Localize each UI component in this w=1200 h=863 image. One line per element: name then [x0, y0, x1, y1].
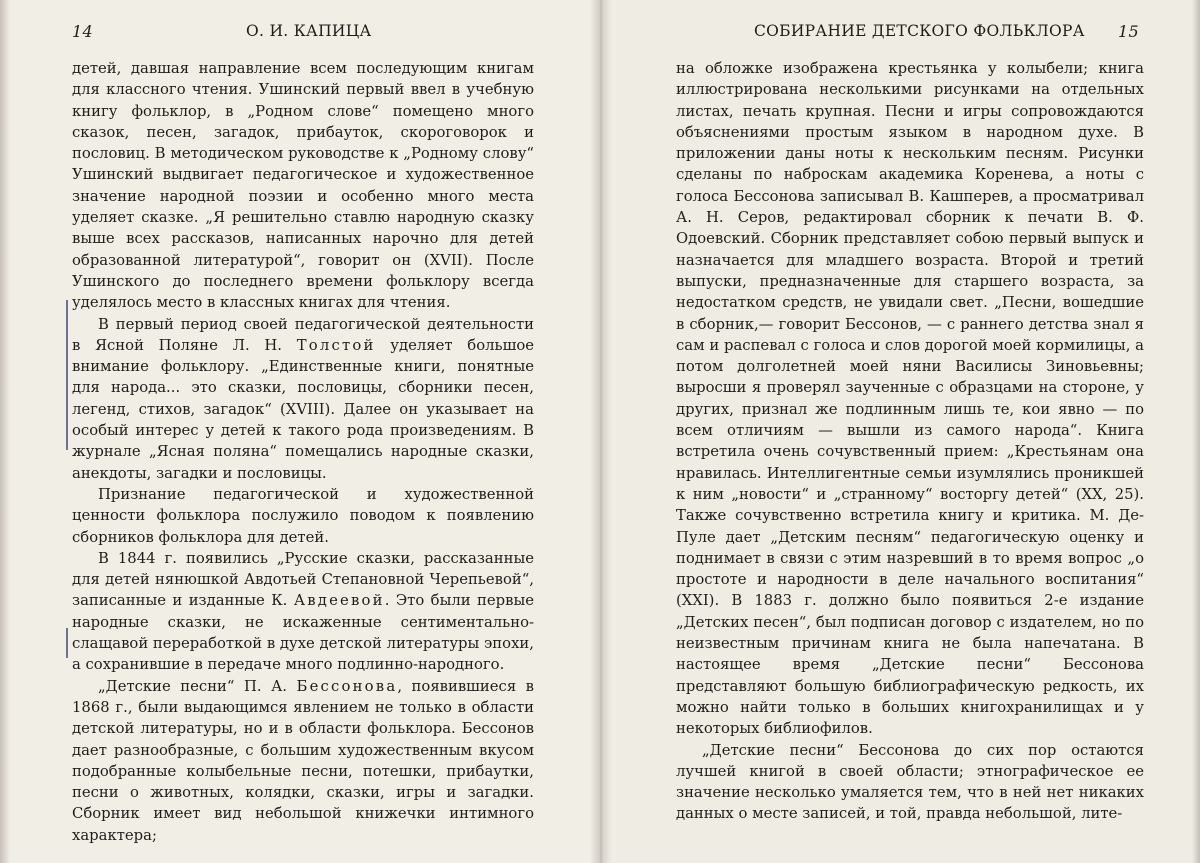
- right-page: [600, 0, 1200, 863]
- spaced-author-name: Бессонова: [296, 677, 398, 695]
- spaced-author-name: Авдеевой: [293, 592, 385, 610]
- paragraph: [72, 484, 534, 548]
- page-body-text: [676, 58, 1144, 825]
- text-run: В первый период своей педагогической деятельности в Ясной Поляне Л. Н.: [72, 315, 534, 354]
- page-edge-shadow: [0, 0, 10, 863]
- paragraph: [72, 676, 534, 846]
- running-head: О. И. КАПИЦА: [246, 22, 372, 40]
- text-run: „Детские песни“ П. А.: [98, 677, 297, 695]
- paragraph: [676, 740, 1144, 825]
- page-number: 15: [1118, 22, 1139, 41]
- paragraph: [72, 314, 534, 484]
- paragraph: [72, 58, 534, 314]
- page-number: 14: [72, 22, 93, 41]
- text-run: на обложке изображена крестьянка у колыбели; книга иллюстрирована несколькими рисунками на отдельных листах, печать крупная. Песни и игры сопровождаются объяснениями простым языком в народном духе. В приложении даны ноты к нескольким песням. Рисунки сделаны по наброскам академика Коренева, а ноты с голоса Бессонова записывал В. Кашперев, а просматривал А. Н. Серов, редактировал сборник к печати В. Ф. Одоевский. Сборник представляет собою первый выпуск и назначается для младшего возраста. Второй и третий выпуски, предназначенные для старшего возраста, за недостатком средств, не увидали свет. „Песни, вошедшие в сборник,— говорит Бессонов, — с раннего детства знал я сам и распевал с голоса и слов дорогой моей кормилицы, а потом долголетней моей няни Василисы Зиновьевны; выросши я проверял заученные с образцами на стороне, у других, признал же подлинным лишь те, кои явно — по всем отличиям — вышли из самого народа“. Книга встретила очень сочувственный прием: „Крестьянам она нравилась. Интеллигентные семьи изумлялись проникшей к ним „новости“ и „странному“ восторгу детей“ (XX, 25). Также сочувственно встретила книгу и критика. М. Де-Пуле дает „Детским песням“ педагогическую оценку и поднимает в связи с этим назревший в то время вопрос „о простоте и народности в деле начального воспитания“ (XXI). В 1883 г. должно было появиться 2-е издание „Детских песен“, был подписан договор с издателем, но по неизвестным причинам книга не была напечатана. В настоящее время „Детские песни“ Бессонова представляют большую библиографическую редкость, их можно найти только в больших книгохранилищах и у некоторых библиофилов.: [676, 60, 1144, 738]
- book-gutter: [590, 0, 612, 863]
- running-head: СОБИРАНИЕ ДЕТСКОГО ФОЛЬКЛОРА: [754, 22, 1085, 40]
- text-run: . Это были первые народные сказки, не искаженные сентиментально-слащавой переработкой в духе детской литературы эпохи, а сохранившие в передаче много подлинно-народного.: [72, 592, 534, 674]
- text-run: В 1844 г. появились „Русские сказки, рассказанные для детей нянюшкой Авдотьей Степановной Черепьевой“, записанные и изданные К.: [72, 549, 534, 610]
- text-run: „Детские песни“ Бессонова до сих пор остаются лучшей книгой в своей области; этнографическое ее значение несколько умаляется тем, что в ней нет никаких данных о месте записей, и той, правда небольшой, лите-: [676, 741, 1144, 823]
- text-run: уделяет большое внимание фольклору. „Единственные книги, понятные для народа... это сказки, пословицы, сборники песен, легенд, стихов, загадок“ (XVIII). Далее он указывает на особый интерес у детей к такого рода произведениям. В журнале „Ясная поляна“ помещались народные сказки, анекдоты, загадки и пословицы.: [72, 336, 534, 482]
- text-run: Признание педагогической и художественной ценности фольклора послужило поводом к появлению сборников фольклора для детей.: [72, 485, 534, 546]
- paragraph: [676, 58, 1144, 740]
- text-run: , появившиеся в 1868 г., были выдающимся явлением не только в области детской литературы, но и в области фольклора. Бессонов дает разнообразные, с большим художественным вкусом подобранные колыбельные песни, потешки, прибаутки, песни о животных, колядки, сказки, игры и загадки. Сборник имеет вид небольшой книжечки интимного характера;: [72, 677, 534, 844]
- margin-pencil-mark: [66, 300, 68, 450]
- page-body-text: [72, 58, 534, 846]
- spaced-author-name: Толстой: [296, 336, 376, 354]
- text-run: детей, давшая направление всем последующим книгам для классного чтения. Ушинский первый ввел в учебную книгу фольклор, в „Родном слове“ помещено много сказок, песен, загадок, прибауток, скороговорок и пословиц. В методическом руководстве к „Родному слову“ Ушинский выдвигает педагогическое и художественное значение народной поэзии и особенно много места уделяет сказке. „Я решительно ставлю народную сказку выше всех рассказов, написанных нарочно для детей образованной литературой“, говорит он (XVII). После Ушинского до последнего времени фольклору всегда уделялось место в классных книгах для чтения.: [72, 60, 534, 312]
- margin-pencil-mark: [66, 628, 68, 658]
- paragraph: [72, 548, 534, 676]
- page-edge-shadow: [1192, 0, 1200, 863]
